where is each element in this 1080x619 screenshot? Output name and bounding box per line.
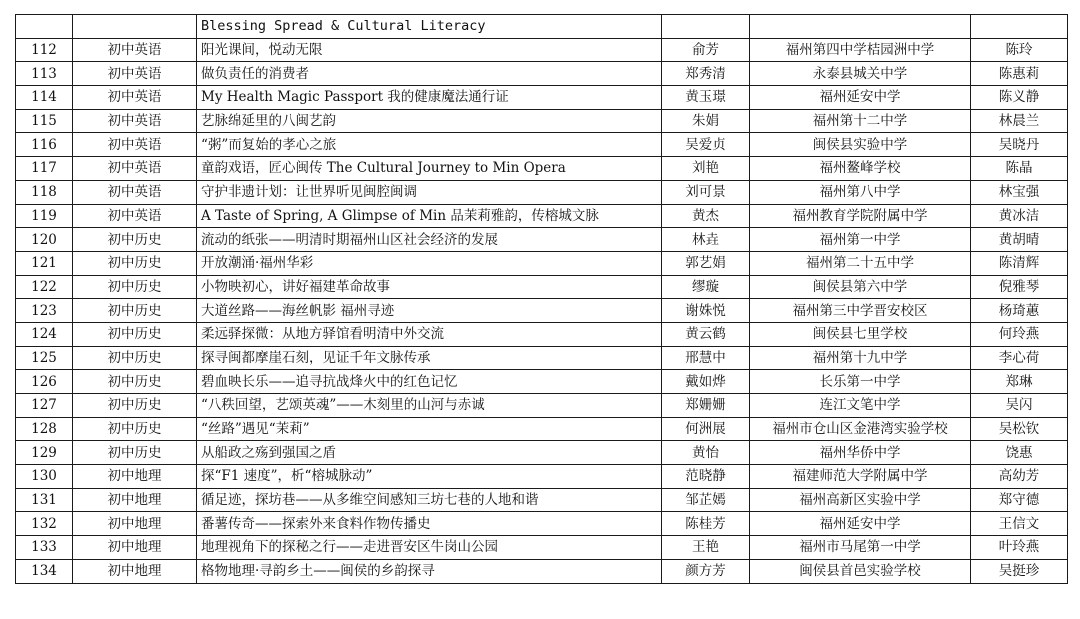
cell-subject: 初中历史 — [73, 394, 197, 418]
cell-title: 探“F1 速度”，析“榕城脉动” — [197, 465, 662, 489]
cell-leader: 吴闪 — [971, 394, 1068, 418]
cell-number: 123 — [16, 299, 73, 323]
cell-number: 131 — [16, 488, 73, 512]
cell-number: 122 — [16, 275, 73, 299]
cell-title: 循足迹，探坊巷——从多维空间感知三坊七巷的人地和谐 — [197, 488, 662, 512]
cell-teacher: 颜方芳 — [662, 559, 750, 583]
cell-school: 闽侯县实验中学 — [750, 133, 971, 157]
cell-leader: 郑守德 — [971, 488, 1068, 512]
cell-school: 永泰县城关中学 — [750, 62, 971, 86]
table-row — [16, 512, 1068, 536]
cell-number: 117 — [16, 157, 73, 181]
cell-subject: 初中英语 — [73, 180, 197, 204]
cell-school: 闽侯县第六中学 — [750, 275, 971, 299]
cell-subject: 初中英语 — [73, 133, 197, 157]
table-row — [16, 394, 1068, 418]
cell-school: 福州第十九中学 — [750, 346, 971, 370]
cell-teacher: 刘可景 — [662, 180, 750, 204]
cell-subject: 初中历史 — [73, 299, 197, 323]
table-row — [16, 465, 1068, 489]
table-row — [16, 559, 1068, 583]
cell-subject: 初中英语 — [73, 109, 197, 133]
cell-teacher: 吴爱贞 — [662, 133, 750, 157]
cell-teacher: 郑姗姗 — [662, 394, 750, 418]
cell-teacher: 戴如烨 — [662, 370, 750, 394]
table-row — [16, 86, 1068, 110]
cell-school: 福州延安中学 — [750, 86, 971, 110]
cell-leader: 吴松钦 — [971, 417, 1068, 441]
cell-teacher: 邢慧中 — [662, 346, 750, 370]
cell-subject: 初中地理 — [73, 536, 197, 560]
cell-school — [750, 15, 971, 39]
cell-number: 132 — [16, 512, 73, 536]
cell-leader: 林宝强 — [971, 180, 1068, 204]
cell-subject: 初中历史 — [73, 275, 197, 299]
cell-leader: 李心荷 — [971, 346, 1068, 370]
cell-subject — [73, 15, 197, 39]
cell-teacher: 邹芷嫣 — [662, 488, 750, 512]
cell-subject: 初中英语 — [73, 62, 197, 86]
cell-number: 134 — [16, 559, 73, 583]
table-row — [16, 299, 1068, 323]
table-row — [16, 15, 1068, 39]
cell-subject: 初中英语 — [73, 157, 197, 181]
cell-title: “粥”而复始的孝心之旅 — [197, 133, 662, 157]
cell-teacher: 黄云鹤 — [662, 322, 750, 346]
project-table — [15, 14, 1068, 584]
cell-school: 长乐第一中学 — [750, 370, 971, 394]
cell-title: Blessing Spread & Cultural Literacy — [197, 15, 662, 39]
cell-title: 守护非遗计划：让世界听见闽腔闽调 — [197, 180, 662, 204]
table-row — [16, 204, 1068, 228]
cell-school: 福州第二十五中学 — [750, 251, 971, 275]
cell-title: 童韵戏语，匠心闽传 The Cultural Journey to Min Opera — [197, 157, 662, 181]
cell-subject: 初中地理 — [73, 465, 197, 489]
cell-subject: 初中历史 — [73, 346, 197, 370]
table-row — [16, 488, 1068, 512]
cell-leader: 陈义静 — [971, 86, 1068, 110]
cell-leader: 高幼芳 — [971, 465, 1068, 489]
cell-title: 阳光课间，悦动无限 — [197, 38, 662, 62]
cell-title: 流动的纸张——明清时期福州山区社会经济的发展 — [197, 228, 662, 252]
table-row — [16, 180, 1068, 204]
table-row — [16, 251, 1068, 275]
cell-subject: 初中英语 — [73, 204, 197, 228]
cell-school: 闽侯县七里学校 — [750, 322, 971, 346]
cell-school: 福州高新区实验中学 — [750, 488, 971, 512]
cell-title: 大道丝路——海丝帆影 福州寻迹 — [197, 299, 662, 323]
cell-leader: 吴挺珍 — [971, 559, 1068, 583]
cell-title: 格物地理·寻韵乡土——闽侯的乡韵探寻 — [197, 559, 662, 583]
cell-subject: 初中历史 — [73, 441, 197, 465]
cell-school: 福州第一中学 — [750, 228, 971, 252]
cell-title: 做负责任的消费者 — [197, 62, 662, 86]
table-row — [16, 157, 1068, 181]
table-row — [16, 370, 1068, 394]
cell-subject: 初中历史 — [73, 322, 197, 346]
table-row — [16, 275, 1068, 299]
cell-title: 从船政之殇到强国之盾 — [197, 441, 662, 465]
cell-number: 129 — [16, 441, 73, 465]
cell-title: 开放潮涌·福州华彩 — [197, 251, 662, 275]
cell-subject: 初中地理 — [73, 512, 197, 536]
cell-number: 115 — [16, 109, 73, 133]
cell-subject: 初中地理 — [73, 488, 197, 512]
cell-school: 连江文笔中学 — [750, 394, 971, 418]
cell-leader: 黄冰洁 — [971, 204, 1068, 228]
cell-title: My Health Magic Passport 我的健康魔法通行证 — [197, 86, 662, 110]
cell-school: 福州华侨中学 — [750, 441, 971, 465]
cell-title: “八秩回望，艺颂英魂”——木刻里的山河与赤诚 — [197, 394, 662, 418]
cell-teacher: 何洲展 — [662, 417, 750, 441]
cell-leader: 杨琦蕙 — [971, 299, 1068, 323]
cell-school: 福州市仓山区金港湾实验学校 — [750, 417, 971, 441]
cell-leader: 倪雅琴 — [971, 275, 1068, 299]
cell-number: 128 — [16, 417, 73, 441]
cell-title: 碧血映长乐——追寻抗战烽火中的红色记忆 — [197, 370, 662, 394]
cell-leader — [971, 15, 1068, 39]
cell-teacher: 黄怡 — [662, 441, 750, 465]
cell-subject: 初中历史 — [73, 251, 197, 275]
cell-teacher: 黄玉璟 — [662, 86, 750, 110]
cell-number: 125 — [16, 346, 73, 370]
cell-school: 福州第三中学晋安校区 — [750, 299, 971, 323]
cell-teacher: 陈桂芳 — [662, 512, 750, 536]
cell-subject: 初中地理 — [73, 559, 197, 583]
cell-number: 124 — [16, 322, 73, 346]
cell-school: 闽侯县首邑实验学校 — [750, 559, 971, 583]
cell-school: 福州第八中学 — [750, 180, 971, 204]
cell-title: A Taste of Spring, A Glimpse of Min 品茉莉雅韵，传榕城文脉 — [197, 204, 662, 228]
cell-number: 114 — [16, 86, 73, 110]
table-row — [16, 38, 1068, 62]
cell-number: 120 — [16, 228, 73, 252]
cell-title: “丝路”遇见“茉莉” — [197, 417, 662, 441]
cell-title: 番薯传奇——探索外来食料作物传播史 — [197, 512, 662, 536]
cell-leader: 吴晓丹 — [971, 133, 1068, 157]
cell-school: 福州教育学院附属中学 — [750, 204, 971, 228]
cell-number: 113 — [16, 62, 73, 86]
cell-leader: 黄胡晴 — [971, 228, 1068, 252]
cell-number: 127 — [16, 394, 73, 418]
cell-subject: 初中历史 — [73, 370, 197, 394]
table-row — [16, 536, 1068, 560]
cell-leader: 饶惠 — [971, 441, 1068, 465]
cell-number: 112 — [16, 38, 73, 62]
cell-school: 福州鳌峰学校 — [750, 157, 971, 181]
cell-leader: 陈清辉 — [971, 251, 1068, 275]
cell-number: 119 — [16, 204, 73, 228]
cell-teacher: 刘艳 — [662, 157, 750, 181]
cell-school: 福州第四中学桔园洲中学 — [750, 38, 971, 62]
cell-leader: 何玲燕 — [971, 322, 1068, 346]
cell-teacher: 王艳 — [662, 536, 750, 560]
cell-teacher: 林垚 — [662, 228, 750, 252]
cell-teacher: 朱娟 — [662, 109, 750, 133]
cell-school: 福州第十二中学 — [750, 109, 971, 133]
cell-title: 艺脉绵延里的八闽艺韵 — [197, 109, 662, 133]
cell-leader: 陈玲 — [971, 38, 1068, 62]
table-body — [16, 15, 1068, 584]
cell-title: 柔远驿探微：从地方驿馆看明清中外交流 — [197, 322, 662, 346]
cell-number: 121 — [16, 251, 73, 275]
cell-subject: 初中历史 — [73, 228, 197, 252]
cell-subject: 初中英语 — [73, 86, 197, 110]
cell-leader: 林晨兰 — [971, 109, 1068, 133]
cell-leader: 郑琳 — [971, 370, 1068, 394]
cell-number: 130 — [16, 465, 73, 489]
table-row — [16, 322, 1068, 346]
cell-teacher: 范晓静 — [662, 465, 750, 489]
cell-subject: 初中历史 — [73, 417, 197, 441]
table-row — [16, 417, 1068, 441]
cell-number: 118 — [16, 180, 73, 204]
cell-number: 126 — [16, 370, 73, 394]
cell-school: 福建师范大学附属中学 — [750, 465, 971, 489]
table-row — [16, 62, 1068, 86]
table-row — [16, 109, 1068, 133]
cell-teacher: 黄杰 — [662, 204, 750, 228]
cell-leader: 叶玲燕 — [971, 536, 1068, 560]
cell-teacher: 谢姝悦 — [662, 299, 750, 323]
cell-number: 116 — [16, 133, 73, 157]
table-row — [16, 441, 1068, 465]
table-row — [16, 346, 1068, 370]
cell-title: 探寻闽都摩崖石刻，见证千年文脉传承 — [197, 346, 662, 370]
cell-leader: 陈晶 — [971, 157, 1068, 181]
cell-teacher: 郑秀清 — [662, 62, 750, 86]
table-row — [16, 228, 1068, 252]
cell-teacher: 郭艺娟 — [662, 251, 750, 275]
cell-leader: 陈惠莉 — [971, 62, 1068, 86]
cell-subject: 初中英语 — [73, 38, 197, 62]
cell-leader: 王信文 — [971, 512, 1068, 536]
cell-number: 133 — [16, 536, 73, 560]
cell-teacher: 俞芳 — [662, 38, 750, 62]
cell-teacher: 缪璇 — [662, 275, 750, 299]
cell-title: 地理视角下的探秘之行——走进晋安区牛岗山公园 — [197, 536, 662, 560]
cell-teacher — [662, 15, 750, 39]
cell-number — [16, 15, 73, 39]
cell-title: 小物映初心，讲好福建革命故事 — [197, 275, 662, 299]
table-row — [16, 133, 1068, 157]
cell-school: 福州延安中学 — [750, 512, 971, 536]
cell-school: 福州市马尾第一中学 — [750, 536, 971, 560]
